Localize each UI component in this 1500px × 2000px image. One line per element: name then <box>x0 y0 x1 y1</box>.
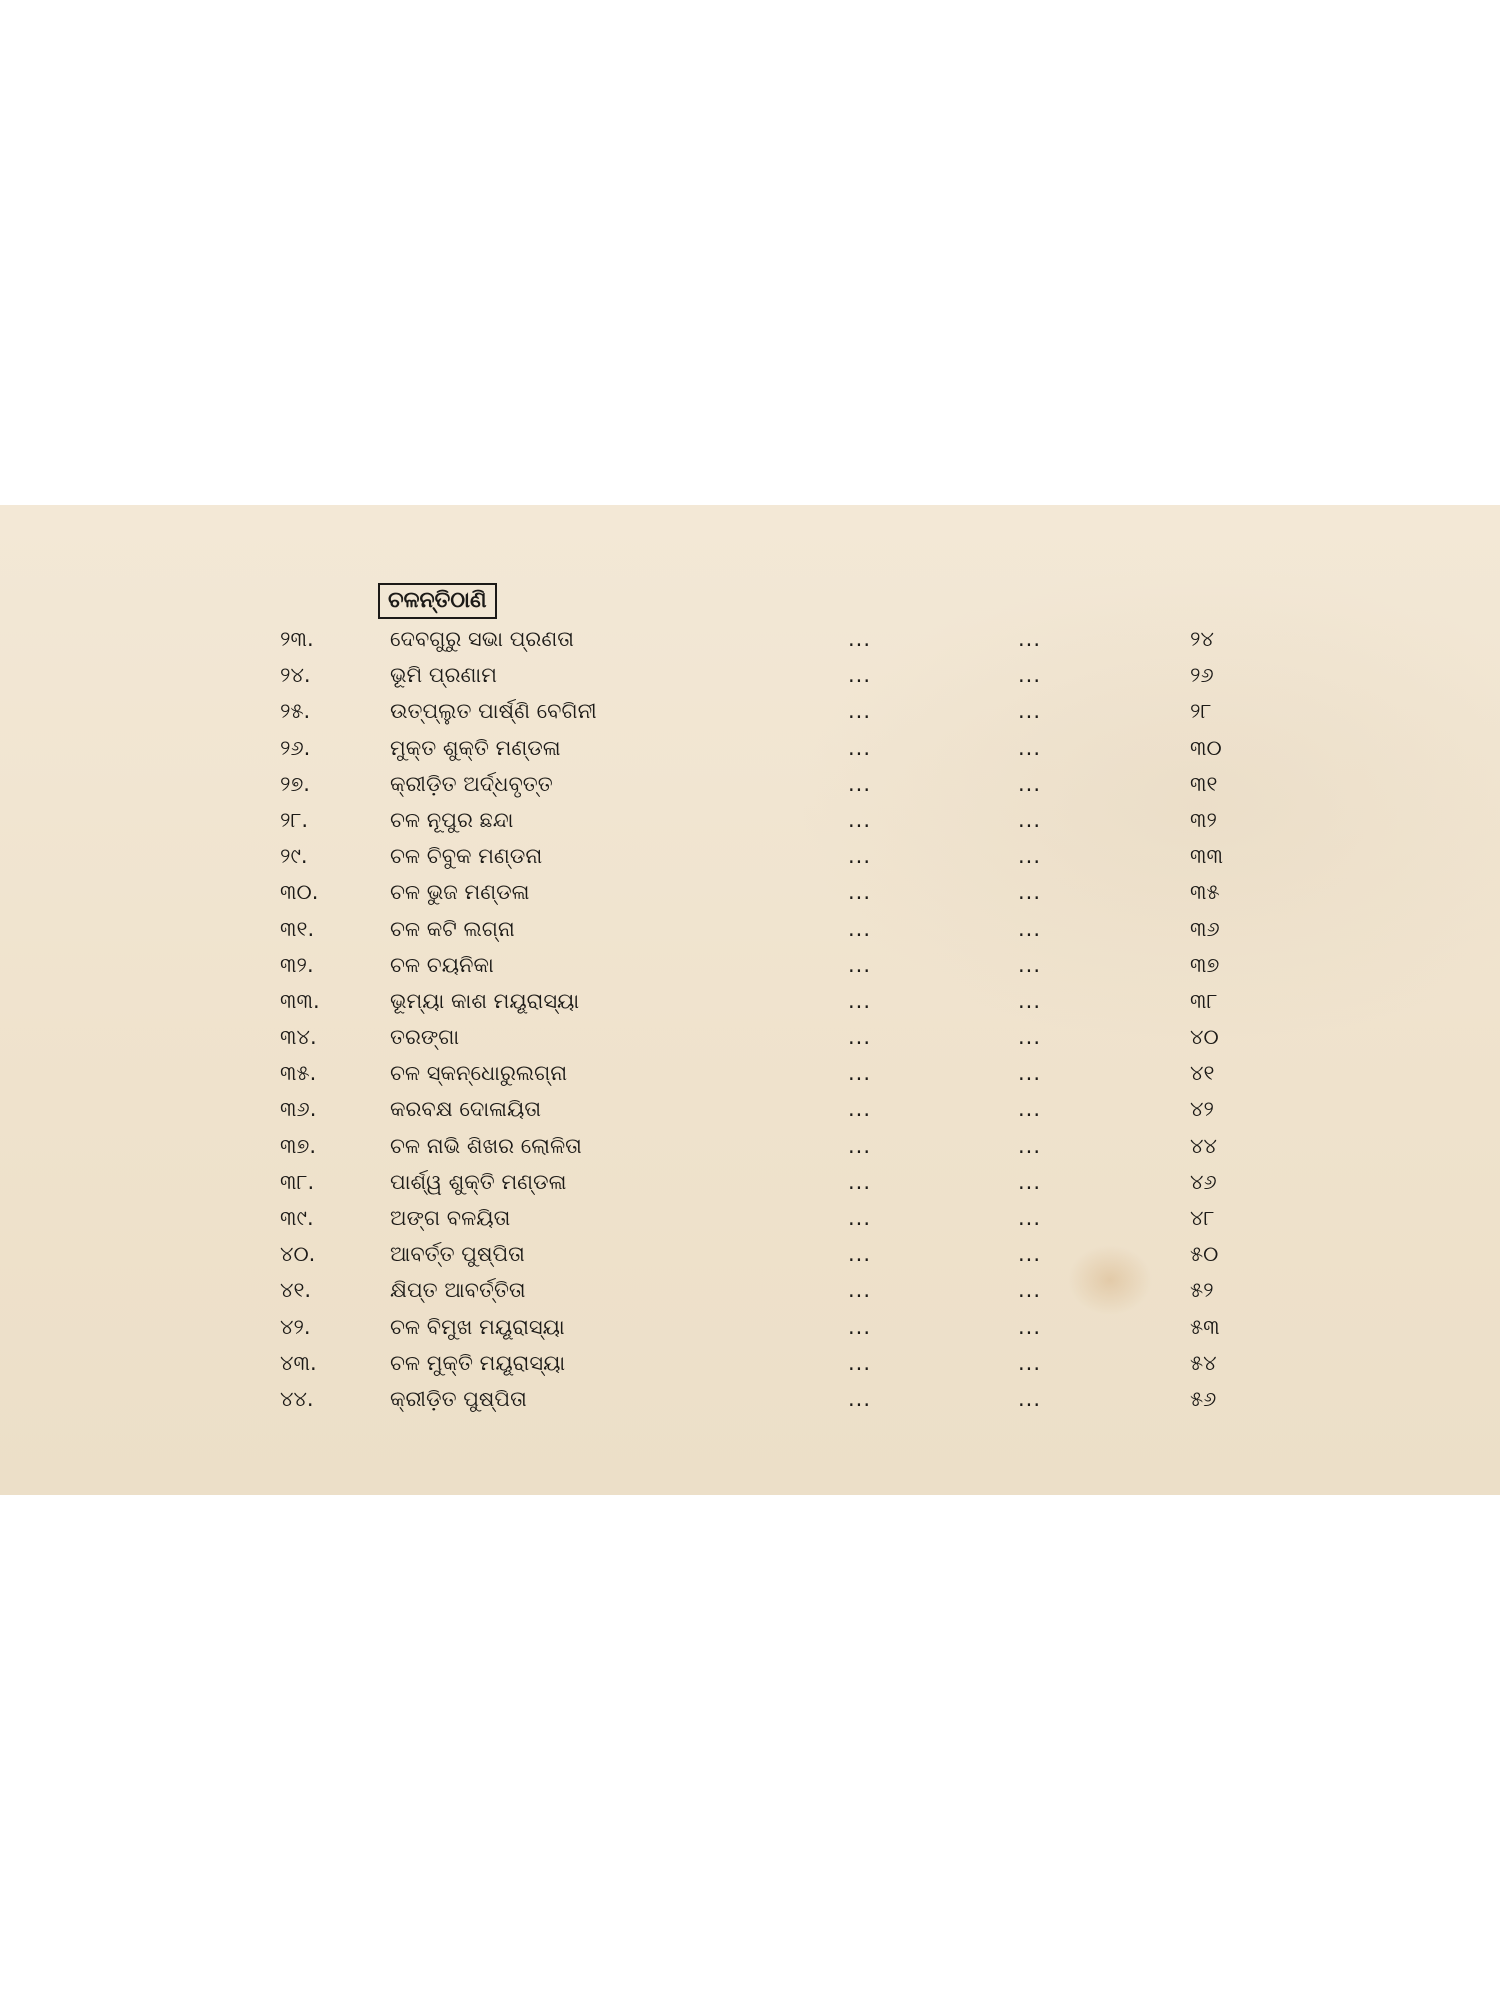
contents-entry <box>0 1200 1500 1236</box>
contents-entry <box>0 766 1500 802</box>
entry-number: ୩୩. <box>280 988 320 1013</box>
leader-dots: ... <box>848 880 872 905</box>
leader-dots: ... <box>1018 735 1042 760</box>
entry-page-number: ୩୩ <box>1190 844 1224 869</box>
entry-number: ୨୫. <box>280 699 311 724</box>
entry-page-number: ୫୨ <box>1190 1278 1214 1303</box>
leader-dots: ... <box>848 1242 872 1267</box>
entry-title: କ୍ରୀଡ଼ିତ ପୁଷ୍ପିତା <box>390 1386 527 1411</box>
entry-title: କ୍ରୀଡ଼ିତ ଅର୍ଦ୍ଧବୃତ୍ତ <box>390 771 553 796</box>
leader-dots: ... <box>848 771 872 796</box>
leader-dots: ... <box>1018 1025 1042 1050</box>
contents-entry <box>0 983 1500 1019</box>
entry-title: ତରଙ୍ଗା <box>390 1025 460 1050</box>
leader-dots: ... <box>848 663 872 688</box>
entry-title: ଦେବଗୁରୁ ସଭା ପ୍ରଣତା <box>390 627 574 651</box>
entry-title: ପାର୍ଶ୍ୱ ଶୁକ୍ତି ମଣ୍ଡଳା <box>390 1169 567 1194</box>
entry-page-number: ୩୫ <box>1190 880 1220 905</box>
contents-entry <box>0 911 1500 947</box>
entry-title: ମୁକ୍ତ ଶୁକ୍ତି ମଣ୍ଡଳା <box>390 735 561 760</box>
entry-title: ଅଙ୍ଗ ବଳୟିତା <box>390 1206 511 1230</box>
leader-dots: ... <box>1018 663 1042 688</box>
entry-page-number: ୩୬ <box>1190 916 1220 941</box>
entry-number: ୨୪. <box>280 663 311 688</box>
contents-entry <box>0 621 1500 657</box>
entry-page-number: ୩୨ <box>1190 807 1217 832</box>
section-heading: ଚଳନ୍ତିଠାଣି <box>378 583 497 619</box>
contents-entry <box>0 802 1500 838</box>
contents-entry <box>0 1091 1500 1127</box>
entry-page-number: ୪୨ <box>1190 1097 1214 1122</box>
leader-dots: ... <box>848 1314 872 1339</box>
entry-page-number: ୪୧ <box>1190 1061 1215 1086</box>
entry-title: କରବକ୍ଷ ଦୋଳାୟିତା <box>390 1097 542 1122</box>
entry-title: ଆବର୍ତ୍ତ ପୁଷ୍ପିତା <box>390 1242 525 1267</box>
leader-dots: ... <box>1018 1097 1042 1122</box>
leader-dots: ... <box>1018 807 1042 832</box>
leader-dots: ... <box>1018 988 1042 1013</box>
entry-number: ୩୯. <box>280 1206 314 1230</box>
leader-dots: ... <box>1018 1133 1042 1158</box>
leader-dots: ... <box>1018 771 1042 796</box>
entry-number: ୩୨. <box>280 952 314 977</box>
entry-number: ୩୫. <box>280 1061 317 1086</box>
entry-title: ଭୂମି ପ୍ରଣାମ <box>390 663 497 688</box>
entry-page-number: ୫୬ <box>1190 1386 1217 1411</box>
entry-page-number: ୪୮ <box>1190 1206 1215 1230</box>
entry-number: ୨୮. <box>280 807 309 832</box>
contents-entry <box>0 730 1500 766</box>
entry-title: ଚଳ ବିମୁଖ ମୟୂରାସ୍ୟା <box>390 1314 565 1339</box>
leader-dots: ... <box>1018 627 1042 651</box>
leader-dots: ... <box>1018 1350 1042 1375</box>
leader-dots: ... <box>1018 1061 1042 1086</box>
entry-title: ଚଳ କଟି ଲଗ୍ନା <box>390 916 515 941</box>
entry-page-number: ୫୪ <box>1190 1350 1217 1375</box>
contents-entry <box>0 1272 1500 1308</box>
leader-dots: ... <box>1018 952 1042 977</box>
book-page <box>0 505 1500 1495</box>
leader-dots: ... <box>1018 916 1042 941</box>
leader-dots: ... <box>1018 1169 1042 1194</box>
entry-number: ୨୯. <box>280 844 308 869</box>
leader-dots: ... <box>1018 844 1042 869</box>
contents-entry <box>0 1164 1500 1200</box>
entry-number: ୪୧. <box>280 1278 312 1303</box>
leader-dots: ... <box>848 699 872 724</box>
entry-page-number: ୨୬ <box>1190 663 1214 688</box>
entry-page-number: ୫୩ <box>1190 1314 1220 1339</box>
entry-title: ଚଳ ନାଭି ଶିଖର ଲୋଳିତା <box>390 1133 582 1158</box>
entry-number: ୪୨. <box>280 1314 311 1339</box>
entry-page-number: ୪୪ <box>1190 1133 1217 1158</box>
contents-entry <box>0 947 1500 983</box>
entry-page-number: ୨୪ <box>1190 627 1214 651</box>
entry-number: ୩୧. <box>280 916 315 941</box>
leader-dots: ... <box>848 1278 872 1303</box>
leader-dots: ... <box>848 807 872 832</box>
leader-dots: ... <box>848 1386 872 1411</box>
entry-title: କ୍ଷିପ୍ତ ଆବର୍ତ୍ତିତା <box>390 1278 526 1303</box>
contents-entry <box>0 1309 1500 1345</box>
entry-title: ଚଳ ଚିବୁକ ମଣ୍ଡନା <box>390 844 543 869</box>
leader-dots: ... <box>848 1097 872 1122</box>
entry-title: ଚଳ ମୁକ୍ତି ମୟୂରାସ୍ୟା <box>390 1350 566 1375</box>
contents-entry <box>0 1128 1500 1164</box>
entry-number: ୪୪. <box>280 1386 314 1411</box>
leader-dots: ... <box>848 1133 872 1158</box>
leader-dots: ... <box>1018 1278 1042 1303</box>
contents-entry <box>0 1381 1500 1417</box>
entry-number: ୩୮. <box>280 1169 315 1194</box>
contents-entry <box>0 1236 1500 1272</box>
entry-number: ୩୬. <box>280 1097 317 1122</box>
entry-page-number: ୩୦ <box>1190 735 1222 760</box>
contents-entry <box>0 1345 1500 1381</box>
contents-entry <box>0 838 1500 874</box>
leader-dots: ... <box>848 1169 872 1194</box>
contents-list <box>0 621 1500 1417</box>
leader-dots: ... <box>848 952 872 977</box>
entry-number: ୩୪. <box>280 1025 317 1050</box>
entry-number: ୩୦. <box>280 880 319 905</box>
entry-title: ଭୂମ୍ୟା କାଶ ମୟୂରାସ୍ୟା <box>390 988 580 1013</box>
entry-page-number: ୪୬ <box>1190 1169 1217 1194</box>
entry-number: ୩୭. <box>280 1133 317 1158</box>
leader-dots: ... <box>848 1025 872 1050</box>
leader-dots: ... <box>848 1061 872 1086</box>
leader-dots: ... <box>848 1350 872 1375</box>
leader-dots: ... <box>1018 880 1042 905</box>
entry-number: ୪୦. <box>280 1242 316 1267</box>
leader-dots: ... <box>848 1206 872 1230</box>
entry-number: ୨୬. <box>280 735 311 760</box>
entry-page-number: ୩୮ <box>1190 988 1218 1013</box>
entry-number: ୨୩. <box>280 627 314 651</box>
entry-title: ଚଳ ଚୟନିକା <box>390 952 494 977</box>
entry-title: ଚଳ ଭୁଜ ମଣ୍ଡଳା <box>390 880 530 905</box>
leader-dots: ... <box>848 988 872 1013</box>
leader-dots: ... <box>1018 1242 1042 1267</box>
contents-entry <box>0 657 1500 693</box>
entry-title: ଚଳ ନୂପୁର ଛନ୍ଦା <box>390 807 514 832</box>
leader-dots: ... <box>848 844 872 869</box>
leader-dots: ... <box>1018 1314 1042 1339</box>
contents-entry <box>0 1055 1500 1091</box>
entry-page-number: ୨୮ <box>1190 699 1212 724</box>
leader-dots: ... <box>1018 1206 1042 1230</box>
entry-title: ଉତ୍‌ପ୍ଲୁତ ପାର୍ଷ୍ଣି ବେଗିନୀ <box>390 699 597 724</box>
contents-entry <box>0 874 1500 910</box>
leader-dots: ... <box>1018 699 1042 724</box>
contents-entry <box>0 693 1500 729</box>
leader-dots: ... <box>848 735 872 760</box>
entry-page-number: ୪୦ <box>1190 1025 1219 1050</box>
entry-number: ୨୭. <box>280 771 310 796</box>
contents-entry <box>0 1019 1500 1055</box>
leader-dots: ... <box>848 627 872 651</box>
leader-dots: ... <box>848 916 872 941</box>
entry-title: ଚଳ ସ୍କନ୍ଧୋରୁଲଗ୍ନା <box>390 1061 568 1086</box>
leader-dots: ... <box>1018 1386 1042 1411</box>
entry-page-number: ୫୦ <box>1190 1242 1219 1267</box>
entry-page-number: ୩୭ <box>1190 952 1220 977</box>
entry-number: ୪୩. <box>280 1350 317 1375</box>
entry-page-number: ୩୧ <box>1190 771 1218 796</box>
